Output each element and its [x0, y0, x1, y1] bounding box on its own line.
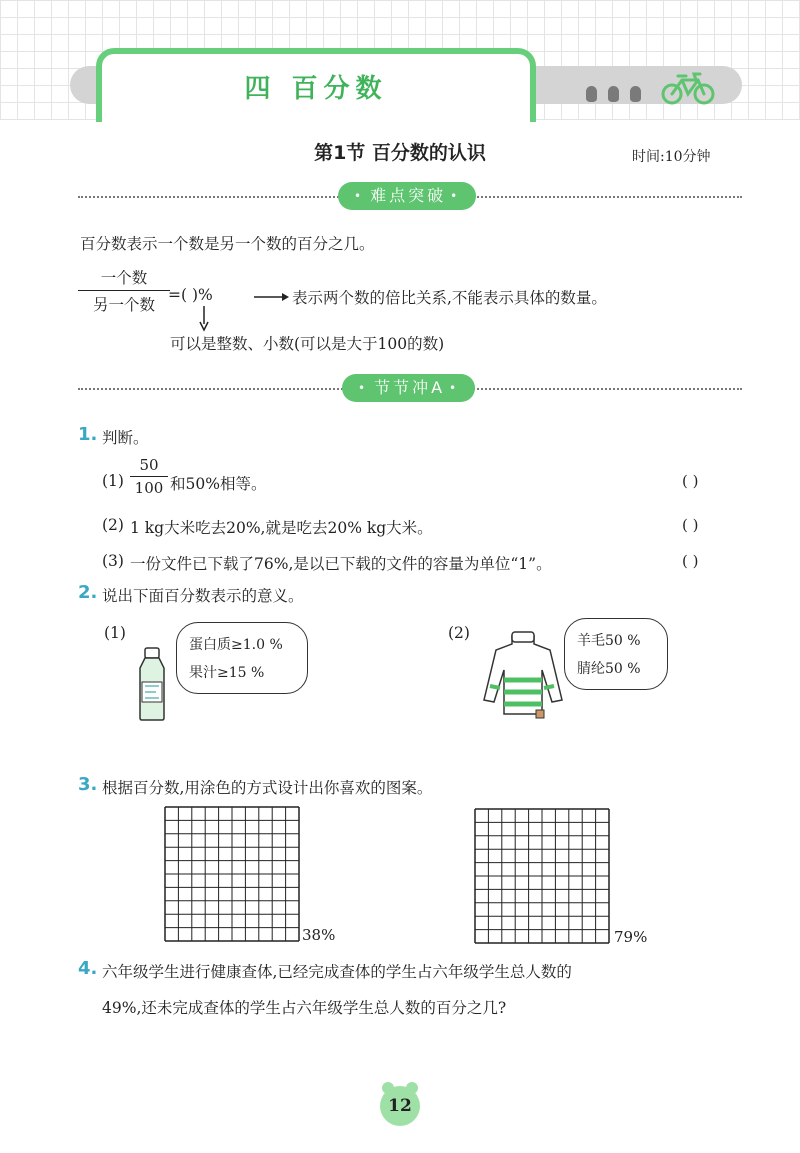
question-number: 3.: [78, 774, 98, 795]
bubble-line: 腈纶50 %: [577, 661, 641, 677]
grid-percent-label: 79%: [614, 928, 648, 946]
definition-text: 百分数表示一个数是另一个数的百分之几。: [80, 235, 375, 253]
practice-pill: • 节节冲A •: [342, 374, 475, 402]
bubble-line: 蛋白质≥1.0 %: [189, 637, 283, 653]
question-number: 1.: [78, 424, 98, 445]
fraction-50-100: [130, 456, 168, 497]
item-text: 1 kg大米吃去20%,就是吃去20% kg大米。: [130, 519, 433, 537]
chapter-title: 四 百分数: [244, 74, 388, 104]
question-prompt: 判断。: [102, 429, 149, 447]
item-label: (2): [448, 624, 470, 642]
question-prompt-line: 49%,还未完成查体的学生占六年级学生总人数的百分之几?: [102, 999, 507, 1017]
fraction-numerator: 一个数: [78, 266, 170, 291]
bubble-line: 果汁≥15 %: [189, 665, 265, 681]
coloring-grid[interactable]: [164, 806, 300, 942]
item-label: (2): [102, 516, 124, 534]
question-prompt: 根据百分数,用涂色的方式设计出你喜欢的图案。: [102, 779, 433, 797]
section-title: 第1节 百分数的认识: [314, 142, 486, 164]
question-number: 4.: [78, 958, 98, 979]
question-number: 2.: [78, 582, 98, 603]
fraction-denominator: 100: [134, 479, 164, 497]
fraction-numerator: 50: [130, 456, 168, 477]
bicycle-icon: [660, 72, 716, 106]
juice-bottle-icon: [134, 646, 170, 722]
answer-blank[interactable]: ( ): [682, 516, 699, 534]
coloring-grid[interactable]: [474, 808, 610, 944]
answer-blank[interactable]: ( ): [682, 472, 699, 490]
item-text: 一份文件已下载了76%,是以已下载的文件的容量为单位“1”。: [130, 555, 552, 573]
arrow-explanation: 表示两个数的倍比关系,不能表示具体的数量。: [292, 289, 607, 307]
fraction-denominator: 另一个数: [92, 296, 155, 314]
nutrition-bubble: [176, 622, 308, 694]
definition-fraction: [78, 266, 170, 315]
time-limit-label: 时间:10分钟: [632, 149, 711, 165]
sweater-icon: [480, 630, 566, 720]
grid-percent-label: 38%: [302, 926, 336, 944]
blank-note: 可以是整数、小数(可以是大于100的数): [170, 335, 445, 353]
item-label: (1): [104, 624, 126, 642]
down-arrow-icon: [198, 306, 210, 332]
item-label: (3): [102, 552, 124, 570]
question-prompt-line: 六年级学生进行健康查体,已经完成查体的学生占六年级学生总人数的: [102, 963, 572, 981]
bubble-line: 羊毛50 %: [577, 633, 641, 649]
item-label: (1): [102, 472, 124, 490]
page-number: 12: [380, 1086, 420, 1126]
percent-blank: =( )%: [168, 286, 213, 304]
material-bubble: [564, 618, 668, 690]
difficulty-pill: • 难点突破 •: [338, 182, 476, 210]
item-text: 和50%相等。: [170, 475, 267, 493]
right-arrow-icon: [254, 292, 290, 302]
answer-blank[interactable]: ( ): [682, 552, 699, 570]
question-prompt: 说出下面百分数表示的意义。: [102, 587, 304, 605]
